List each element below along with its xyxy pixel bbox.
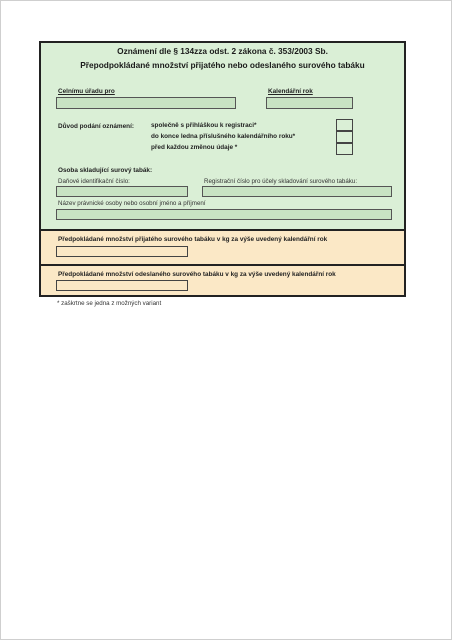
reason-label: Důvod podání oznámení:	[58, 123, 134, 130]
office-label: Celnímu úřadu pro	[58, 88, 115, 95]
reason-registration-checkbox[interactable]	[336, 119, 353, 131]
received-amount-section	[41, 229, 404, 264]
sent-amount-section	[41, 264, 404, 295]
registration-label: Registrační číslo pro účely skladování surového tabáku:	[204, 178, 358, 185]
storer-heading: Osoba skladující surový tabák:	[58, 167, 153, 174]
reason-january-checkbox[interactable]	[336, 131, 353, 143]
tax-id-field[interactable]	[56, 186, 188, 197]
name-field[interactable]	[56, 209, 392, 220]
form-title-line1: Oznámení dle § 134zza odst. 2 zákona č. 353/2003 Sb.	[117, 46, 328, 56]
form-title-line2: Přepodpokládané množství přijatého nebo odeslaného surového tabáku	[80, 60, 365, 70]
sent-amount-label: Předpokládané množství odeslaného surového tabáku v kg za výše uvedený kalendářní rok	[58, 271, 336, 278]
tax-id-label: Daňové identifikační číslo:	[58, 178, 130, 185]
notification-form	[39, 41, 406, 297]
registration-field[interactable]	[202, 186, 392, 197]
reason-option-january: do konce ledna příslušného kalendářního roku*	[151, 133, 296, 140]
year-field[interactable]	[266, 97, 353, 109]
received-amount-label: Předpokládané množství přijatého surového tabáku v kg za výše uvedený kalendářní rok	[58, 236, 328, 243]
name-label: Název právnické osoby nebo osobní jméno a příjmení	[58, 200, 206, 207]
footnote: * zaškrtne se jedna z možných variant	[57, 300, 162, 307]
office-field[interactable]	[56, 97, 236, 109]
reason-option-registration: společně s přihláškou k registraci*	[151, 122, 257, 129]
sent-amount-field[interactable]	[56, 280, 188, 291]
reason-option-change: před každou změnou údaje *	[151, 144, 238, 151]
reason-change-checkbox[interactable]	[336, 143, 353, 155]
year-label: Kalendářní rok	[268, 88, 313, 95]
received-amount-field[interactable]	[56, 246, 188, 257]
